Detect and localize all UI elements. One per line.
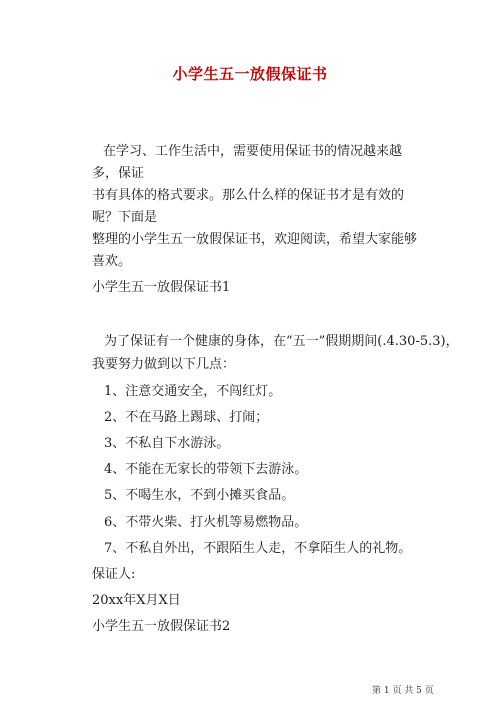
- intro-line: 整理的小学生五一放假保证书，欢迎阅读，希望大家能够喜欢。: [92, 232, 418, 269]
- document-title: 小学生五一放假保证书: [172, 65, 328, 83]
- section-heading-2: 小学生五一放假保证书2: [92, 619, 231, 634]
- section-heading-1: 小学生五一放假保证书1: [92, 280, 231, 295]
- signature-date: 20xx年X月X日: [92, 593, 181, 608]
- intro-line: 书有具体的格式要求。那么什么样的保证书才是有效的呢？下面是: [92, 188, 405, 225]
- list-item: 3、不私自下水游泳。: [104, 436, 230, 451]
- body-line: 我要努力做到以下几点：: [92, 357, 236, 372]
- signer-label: 保证人:: [92, 567, 136, 582]
- list-item: 7、不私自外出，不跟陌生人走，不拿陌生人的礼物。: [104, 541, 412, 556]
- list-item: 4、不能在无家长的带领下去游泳。: [104, 462, 308, 477]
- list-item: 5、不喝生水，不到小摊买食品。: [104, 488, 295, 503]
- list-item: 1、注意交通安全，不闯红灯。: [104, 384, 282, 399]
- body-line: 为了保证有一个健康的身体，在“五一”假期期间(.4.30-5.3)，: [104, 334, 459, 349]
- intro-line: 在学习、工作生活中，需要使用保证书的情况越来越多，保证: [92, 144, 403, 181]
- page-number: 第 1 页 共 5 页: [372, 686, 434, 696]
- intro-paragraph: [92, 141, 422, 273]
- list-item: 6、不带火柴、打火机等易燃物品。: [104, 515, 308, 530]
- list-item: 2、不在马路上踢球、打闹；: [104, 410, 269, 425]
